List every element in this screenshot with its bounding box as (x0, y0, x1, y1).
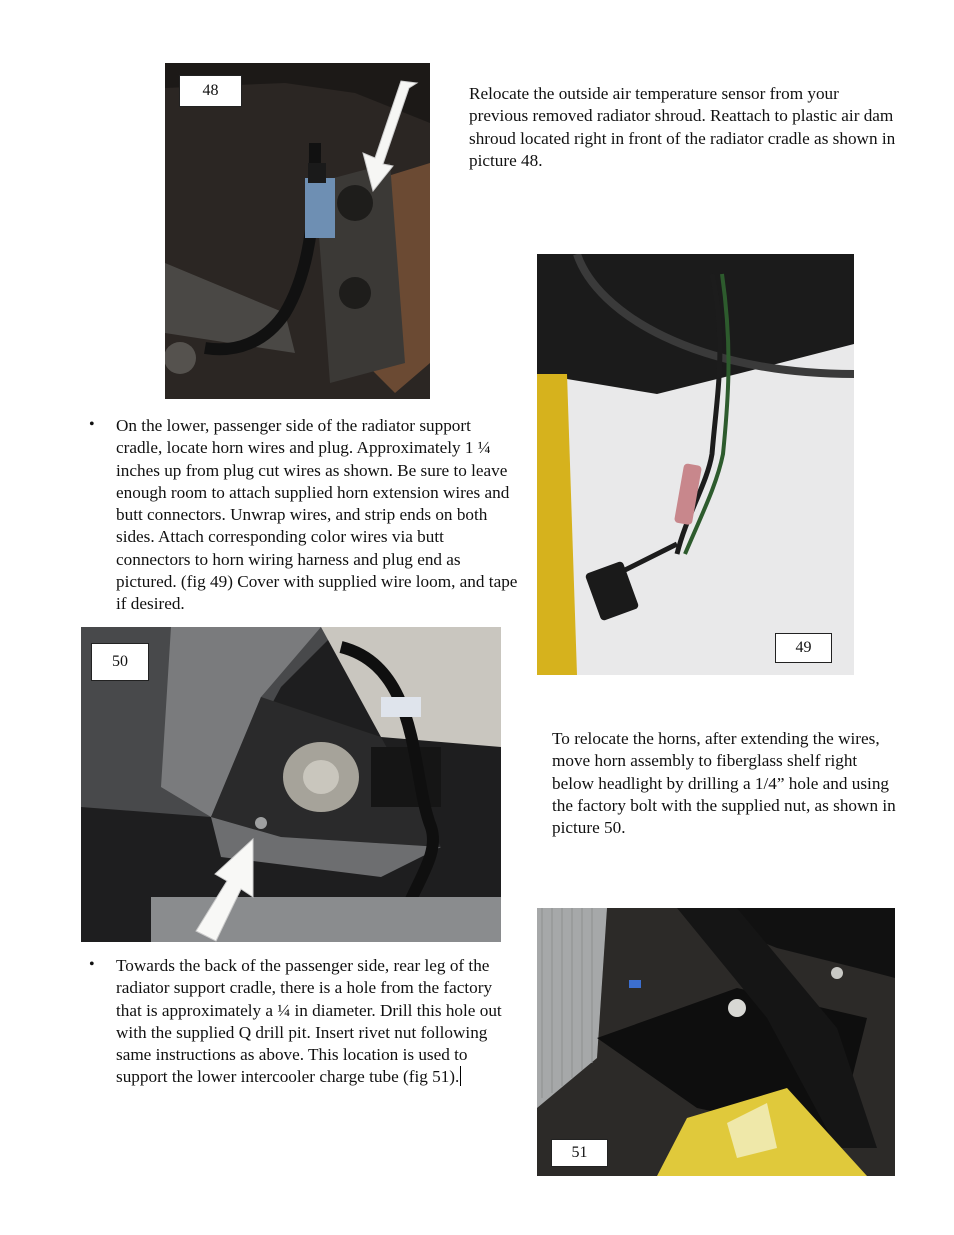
photo-fig-49 (537, 254, 854, 675)
fig50-caption: To relocate the horns, after extending the wires, move horn assembly to fiberglass shelf right below headlight by drilling a 1/4” hole and using the factory bolt with the supplied nut, as shown in picture 50. (552, 729, 896, 838)
photo-fig-51 (537, 908, 895, 1176)
fig49-instructions: On the lower, passenger side of the radiator support cradle, locate horn wires and plug. Approximately 1 ¼ inches up from plug cut wires as shown. Be sure to leave enough room to attach supplied horn extension wires and butt connectors. Unwrap wires, and strip ends on both sides. Attach corresponding color wires via butt connectors to horn wiring harness and plug end as pictured. (fig 49) Cover with supplied wire loom, and tape if desired. (116, 416, 518, 614)
figure-label-50: 50 (91, 643, 149, 681)
text-cursor (460, 1066, 461, 1086)
fig51-instructions (116, 955, 521, 1089)
fig48-caption: Relocate the outside air temperature sensor from your previous removed radiator shroud. Reattach to plastic air dam shroud located right in front of the radiator cradle as shown in picture 48. (469, 84, 896, 170)
bullet-point: • (89, 416, 95, 433)
figure-label-48: 48 (179, 75, 242, 107)
bullet-point: • (89, 956, 95, 973)
figure-label-49: 49 (775, 633, 832, 663)
photo-48-illustration (165, 63, 430, 399)
photo-49-illustration (537, 254, 854, 675)
photo-51-illustration (537, 908, 895, 1176)
fig51-instructions-text: Towards the back of the passenger side, rear leg of the radiator support cradle, there is a hole from the factory that is approximately a ¼ in diameter. Drill this hole out with the supplied Q drill pit. Insert rivet nut following same instructions as above. This location is used to support the lower intercooler charge tube (fig 51). (116, 956, 502, 1087)
figure-label-51: 51 (551, 1139, 608, 1167)
photo-fig-48 (165, 63, 430, 399)
